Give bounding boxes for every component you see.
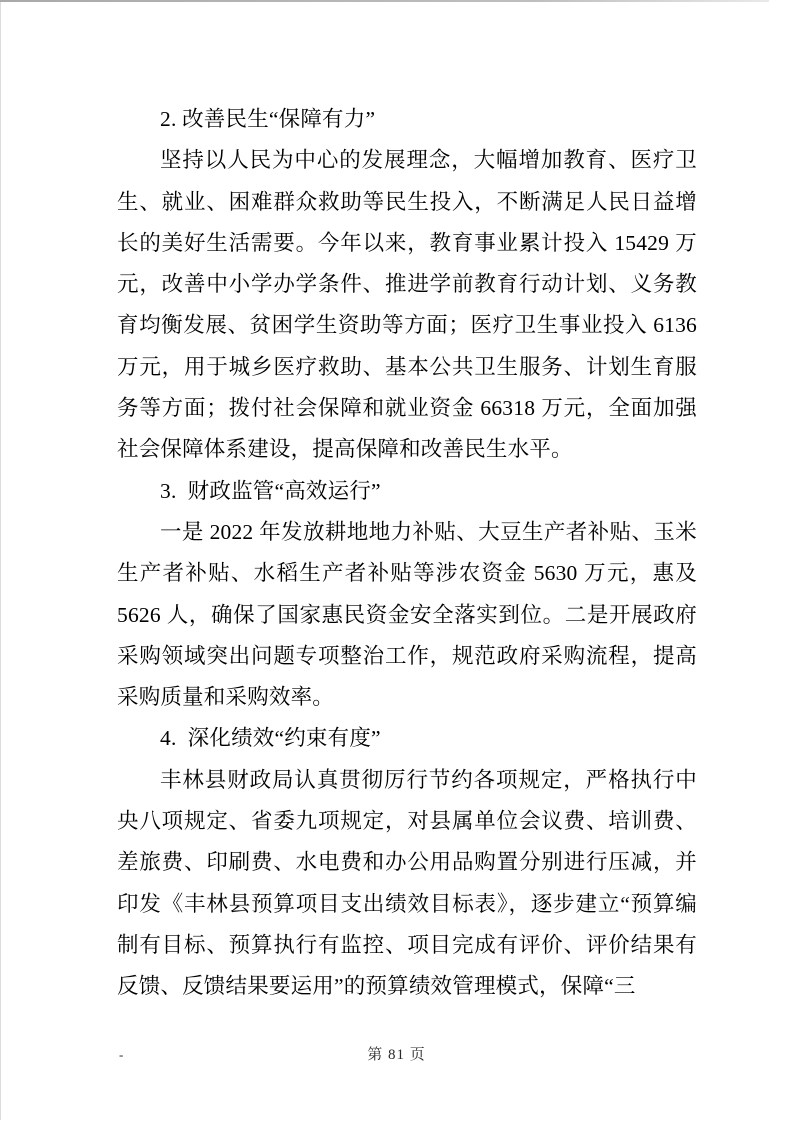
page-number-label: 第 81 页 <box>367 1047 426 1063</box>
footer-left-mark: - <box>119 1047 124 1062</box>
paragraph-deepen-performance: 丰林县财政局认真贯彻厉行节约各项规定，严格执行中央八项规定、省委九项规定，对县属单位会议费、培训费、差旅费、印刷费、水电费和办公用品购置分别进行压减，并印发《丰林县预算项目支出绩效目标表》，逐步建立“预算编制有目标、预算执行有监控、项目完成有评价、评价结果有反馈、反馈结果要运用”的预算绩效管理模式，保障“三 <box>117 767 697 999</box>
section-heading-deepen-performance: 4. 深化绩效“约束有度” <box>160 726 381 751</box>
section-heading-improve-livelihood: 2. 改善民生“保障有力” <box>160 107 376 131</box>
page-footer <box>0 1044 793 1066</box>
section-heading-fiscal-supervision: 3. 财政监管“高效运行” <box>160 478 381 503</box>
document-body <box>117 99 697 1008</box>
paragraph-fiscal-supervision: 一是 2022 年发放耕地地力补贴、大豆生产者补贴、玉米生产者补贴、水稻生产者补贴等涉农资金 5630 万元，惠及 5626 人，确保了国家惠民资金安全落实到位。二是开展政府采购领域突出问题专项整治工作，规范政府采购流程，提高采购质量和采购效率。 <box>117 519 697 710</box>
page-top-scan-line <box>0 0 769 2</box>
paragraph-improve-livelihood: 坚持以人民为中心的发展理念，大幅增加教育、医疗卫生、就业、困难群众救助等民生投入，不断满足人民日益增长的美好生活需要。今年以来，教育事业累计投入 15429 万元，改善中小学办学条件、推进学前教育行动计划、义务教育均衡发展、贫困学生资助等方面；医疗卫生事业投入 6136 万元，用于城乡医疗救助、基本公共卫生服务、计划生育服务等方面；拨付社会保障和就业资金 66318 万元，全面加强社会保障体系建设，提高保障和改善民生水平。 <box>117 148 697 462</box>
page-left-scan-line <box>0 2 1 1120</box>
